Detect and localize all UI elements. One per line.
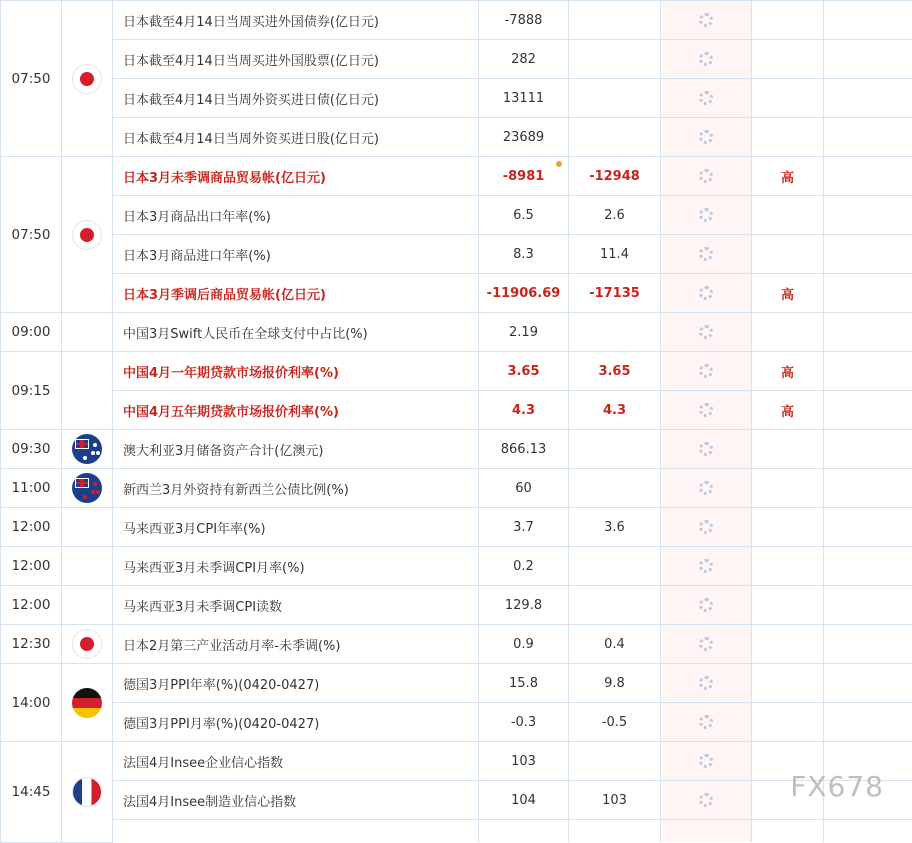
importance-label: [752, 547, 824, 586]
actual-value: -11906.69: [479, 274, 569, 313]
previous-value: 2.6: [569, 196, 661, 235]
importance-label: [752, 1, 824, 40]
new-zealand-flag-icon: [72, 473, 102, 503]
indicator-name[interactable]: 澳大利亚3月储备资产合计(亿澳元): [113, 430, 479, 469]
table-row[interactable]: [1, 742, 912, 781]
event-time: 07:50: [1, 157, 62, 313]
indicator-name[interactable]: 中国3月Swift人民币在全球支付中占比(%): [113, 313, 479, 352]
previous-value: [569, 547, 661, 586]
loading-spinner-icon: [699, 676, 713, 690]
australia-flag-icon: [72, 434, 102, 464]
table-row[interactable]: [1, 586, 912, 625]
actual-value: 23689: [479, 118, 569, 157]
actual-value: 129.8: [479, 586, 569, 625]
event-time: 07:50: [1, 1, 62, 157]
loading-spinner-icon: [699, 403, 713, 417]
event-time: 14:45: [1, 742, 62, 843]
table-row[interactable]: [1, 430, 912, 469]
indicator-name[interactable]: 马来西亚3月未季调CPI读数: [113, 586, 479, 625]
loading-spinner-icon: [699, 520, 713, 534]
loading-spinner-icon: [699, 754, 713, 768]
table-row[interactable]: [1, 391, 912, 430]
actual-value: 0.2: [479, 547, 569, 586]
previous-value: [569, 40, 661, 79]
actual-value: 3.7: [479, 508, 569, 547]
watermark: FX678: [790, 770, 884, 803]
importance-label: 高: [752, 157, 824, 196]
indicator-name[interactable]: 日本截至4月14日当周外资买进日股(亿日元): [113, 118, 479, 157]
previous-value: [569, 79, 661, 118]
indicator-name[interactable]: 日本截至4月14日当周买进外国债券(亿日元): [113, 1, 479, 40]
indicator-name[interactable]: 日本3月季调后商品贸易帐(亿日元): [113, 274, 479, 313]
previous-value: [569, 742, 661, 781]
loading-spinner-icon: [699, 442, 713, 456]
indicator-name[interactable]: 日本3月商品进口年率(%): [113, 235, 479, 274]
importance-label: [752, 469, 824, 508]
previous-value: 103: [569, 781, 661, 820]
indicator-name[interactable]: 中国4月五年期贷款市场报价利率(%): [113, 391, 479, 430]
table-row[interactable]: [1, 40, 912, 79]
table-row[interactable]: [1, 547, 912, 586]
event-time: 09:15: [1, 352, 62, 430]
importance-label: [752, 586, 824, 625]
loading-spinner-icon: [699, 715, 713, 729]
importance-label: [752, 235, 824, 274]
event-time: 14:00: [1, 664, 62, 742]
importance-label: [752, 664, 824, 703]
table-row[interactable]: [1, 664, 912, 703]
actual-value: -7888: [479, 1, 569, 40]
importance-label: [752, 79, 824, 118]
previous-value: [569, 586, 661, 625]
previous-value: [569, 469, 661, 508]
previous-value: [569, 1, 661, 40]
previous-value: 11.4: [569, 235, 661, 274]
indicator-name[interactable]: 马来西亚3月未季调CPI月率(%): [113, 547, 479, 586]
loading-spinner-icon: [699, 325, 713, 339]
previous-value: 3.65: [569, 352, 661, 391]
importance-label: [752, 742, 824, 781]
loading-spinner-icon: [699, 793, 713, 807]
table-row[interactable]: [1, 79, 912, 118]
actual-value: 0.9: [479, 625, 569, 664]
indicator-name[interactable]: 日本截至4月14日当周买进外国股票(亿日元): [113, 40, 479, 79]
loading-spinner-icon: [699, 208, 713, 222]
table-row[interactable]: [1, 235, 912, 274]
loading-spinner-icon: [699, 286, 713, 300]
importance-label: 高: [752, 391, 824, 430]
indicator-name[interactable]: 日本截至4月14日当周外资买进日债(亿日元): [113, 79, 479, 118]
table-row[interactable]: [1, 781, 912, 820]
table-row[interactable]: [1, 157, 912, 196]
table-row[interactable]: [1, 703, 912, 742]
actual-value: 104: [479, 781, 569, 820]
actual-value: 866.13: [479, 430, 569, 469]
indicator-name[interactable]: 德国3月PPI月率(%)(0420-0427): [113, 703, 479, 742]
event-time: 12:00: [1, 547, 62, 586]
table-row[interactable]: [1, 274, 912, 313]
loading-spinner-icon: [699, 637, 713, 651]
loading-spinner-icon: [699, 52, 713, 66]
loading-spinner-icon: [699, 169, 713, 183]
importance-label: [752, 40, 824, 79]
table-row[interactable]: [1, 118, 912, 157]
importance-label: [752, 625, 824, 664]
actual-value-text: -8981: [503, 169, 545, 184]
importance-label: [752, 781, 824, 820]
table-row[interactable]: [1, 1, 912, 40]
previous-value: 3.6: [569, 508, 661, 547]
indicator-name[interactable]: 法国4月Insee制造业信心指数: [113, 781, 479, 820]
actual-value: [479, 157, 569, 196]
actual-value: 3.65: [479, 352, 569, 391]
indicator-name[interactable]: 日本2月第三产业活动月率-未季调(%): [113, 625, 479, 664]
event-time: 12:00: [1, 508, 62, 547]
importance-label: 高: [752, 274, 824, 313]
actual-value: 2.19: [479, 313, 569, 352]
indicator-name[interactable]: 马来西亚3月CPI年率(%): [113, 508, 479, 547]
table-row[interactable]: [1, 625, 912, 664]
table-row[interactable]: [1, 469, 912, 508]
actual-value: 282: [479, 40, 569, 79]
actual-value: 13111: [479, 79, 569, 118]
importance-label: [752, 196, 824, 235]
actual-value: 103: [479, 742, 569, 781]
loading-spinner-icon: [699, 247, 713, 261]
previous-value: 4.3: [569, 391, 661, 430]
previous-value: 9.8: [569, 664, 661, 703]
germany-flag-icon: [72, 688, 102, 718]
indicator-name[interactable]: 德国3月PPI年率(%)(0420-0427): [113, 664, 479, 703]
event-time: 09:30: [1, 430, 62, 469]
importance-label: 高: [752, 352, 824, 391]
loading-spinner-icon: [699, 91, 713, 105]
actual-value: 4.3: [479, 391, 569, 430]
previous-value: [569, 118, 661, 157]
table-row[interactable]: [1, 313, 912, 352]
event-time: 12:30: [1, 625, 62, 664]
actual-value: -0.3: [479, 703, 569, 742]
importance-label: [752, 508, 824, 547]
japan-flag-icon: [72, 629, 102, 659]
importance-label: [752, 703, 824, 742]
previous-value: [569, 430, 661, 469]
table-row[interactable]: [1, 196, 912, 235]
previous-value: 0.4: [569, 625, 661, 664]
loading-spinner-icon: [699, 130, 713, 144]
indicator-name[interactable]: 日本3月未季调商品贸易帐(亿日元): [113, 157, 479, 196]
new-data-dot-icon: [556, 161, 562, 167]
importance-label: [752, 430, 824, 469]
france-flag-icon: [72, 777, 102, 807]
table-row[interactable]: [1, 352, 912, 391]
loading-spinner-icon: [699, 559, 713, 573]
importance-label: [752, 118, 824, 157]
previous-value: [569, 313, 661, 352]
loading-spinner-icon: [699, 481, 713, 495]
event-time: 09:00: [1, 313, 62, 352]
loading-spinner-icon: [699, 13, 713, 27]
japan-flag-icon: [72, 64, 102, 94]
importance-label: [752, 313, 824, 352]
indicator-name[interactable]: 法国4月Insee企业信心指数: [113, 742, 479, 781]
event-time: 12:00: [1, 586, 62, 625]
actual-value: 15.8: [479, 664, 569, 703]
indicator-name[interactable]: 新西兰3月外资持有新西兰公债比例(%): [113, 469, 479, 508]
previous-value: -0.5: [569, 703, 661, 742]
japan-flag-icon: [72, 220, 102, 250]
event-time: 11:00: [1, 469, 62, 508]
previous-value: -17135: [569, 274, 661, 313]
loading-spinner-icon: [699, 364, 713, 378]
indicator-name[interactable]: 中国4月一年期贷款市场报价利率(%): [113, 352, 479, 391]
indicator-name[interactable]: 日本3月商品出口年率(%): [113, 196, 479, 235]
previous-value: -12948: [569, 157, 661, 196]
actual-value: 60: [479, 469, 569, 508]
actual-value: 8.3: [479, 235, 569, 274]
table-row[interactable]: [1, 508, 912, 547]
loading-spinner-icon: [699, 598, 713, 612]
actual-value: 6.5: [479, 196, 569, 235]
